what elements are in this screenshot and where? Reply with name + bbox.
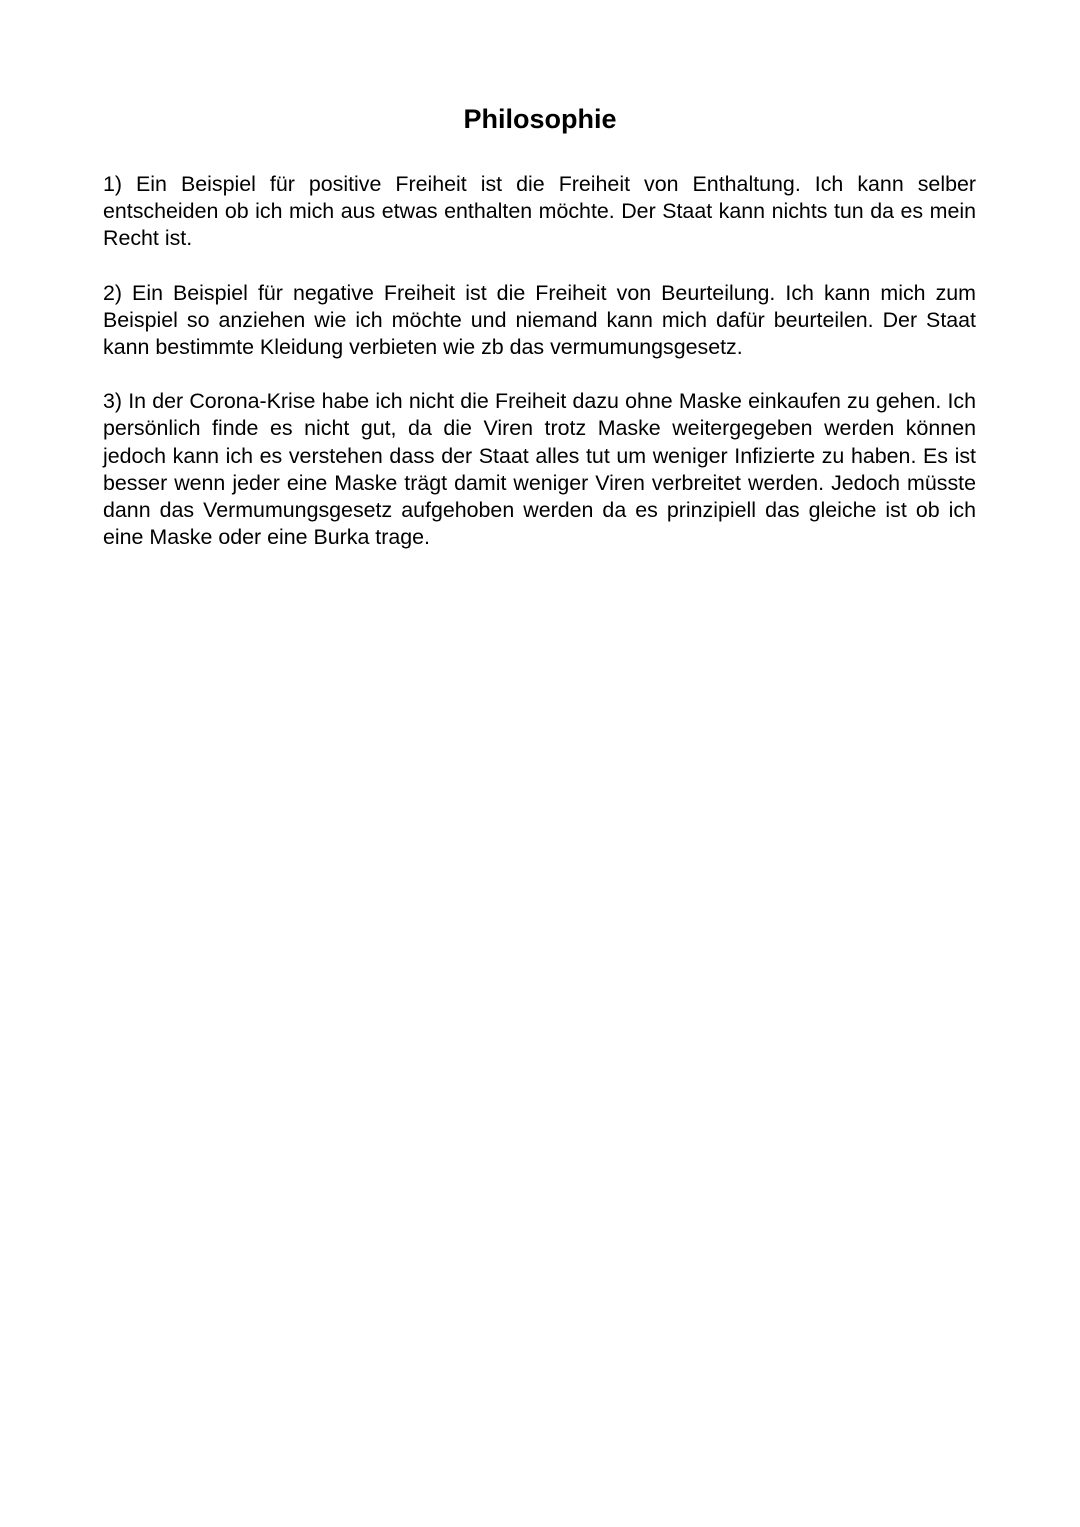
page-title: Philosophie bbox=[463, 104, 617, 134]
answer-paragraph-1: 1) Ein Beispiel für positive Freiheit ist die Freiheit von Enthaltung. Ich kann selber entscheiden ob ich mich aus etwas enthalten möchte. Der Staat kann nichts tun da es mein Recht ist. bbox=[103, 172, 976, 251]
answer-paragraph-2: 2) Ein Beispiel für negative Freiheit ist die Freiheit von Beurteilung. Ich kann mich zum Beispiel so anziehen wie ich möchte und niemand kann mich dafür beurteilen. Der Staat kann bestimmte Kleidung verbieten wie zb das vermumungsgesetz. bbox=[103, 280, 976, 360]
answer-paragraph-3: 3) In der Corona-Krise habe ich nicht die Freiheit dazu ohne Maske einkaufen zu gehen. Ich persönlich finde es nicht gut, da die Viren trotz Maske weitergegeben werden können jedoch kann ich es verstehen dass der Staat alles tut um weniger Infizierte zu haben. Es ist besser wenn jeder eine Maske trägt damit weniger Viren verbreitet werden. Jedoch müsste dann das Vermumungsgesetz aufgehoben werden da es prinzipiell das gleiche ist ob ich eine Maske oder eine Burka trage. bbox=[103, 389, 976, 550]
answer-list bbox=[103, 171, 976, 578]
